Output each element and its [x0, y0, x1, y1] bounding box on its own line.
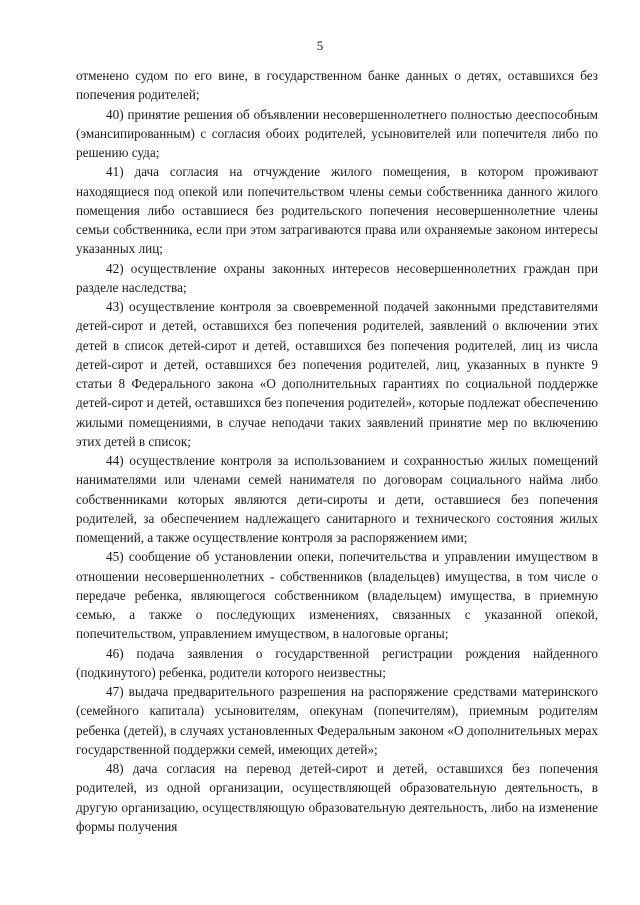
- page-number: 5: [316, 38, 324, 53]
- paragraph-item-42: 42) осуществление охраны законных интересов несовершеннолетних граждан при разделе наследства;: [76, 260, 598, 295]
- document-body: [76, 66, 598, 836]
- paragraph-item-47: 47) выдача предварительного разрешения на распоряжение средствами материнского (семейного капитала) усыновителям, опекунам (попечителям), приемным родителям ребенка (детей), в случаях установленных Федеральным законом «О дополнительных мерах государственной поддержки семей, имеющих детей»;: [76, 684, 598, 757]
- paragraph-item-41: 41) дача согласия на отчуждение жилого помещения, в котором проживают находящиеся под опекой или попечительством члены семьи собственника данного жилого помещения либо оставшиеся без родительского попечения несовершеннолетние члены семьи собственника, если при этом затрагиваются права или охраняемые законом интересы указанных лиц;: [76, 164, 598, 257]
- paragraph-continuation: отменено судом по его вине, в государственном банке данных о детях, оставшихся без попечения родителей;: [76, 68, 598, 103]
- paragraph-item-40: 40) принятие решения об объявлении несовершеннолетнего полностью дееспособным (эмансипированным) с согласия обоих родителей, усыновителей или попечителя либо по решению суда;: [76, 106, 598, 160]
- paragraph-item-48: 48) дача согласия на перевод детей-сирот и детей, оставшихся без попечения родителей, из одной организации, осуществляющей образовательную деятельность, в другую организацию, осуществляющую образовательную деятельность, либо на изменение формы получения: [76, 761, 598, 834]
- paragraph-item-44: 44) осуществление контроля за использованием и сохранностью жилых помещений нанимателями или членами семей нанимателя по договорам социального найма либо собственниками которых являются дети-сироты и дети, оставшиеся без попечения родителей, за обеспечением надлежащего санитарного и технического состояния жилых помещений, а также осуществление контроля за распоряжением ими;: [76, 453, 598, 545]
- paragraph-item-45: 45) сообщение об установлении опеки, попечительства и управлении имуществом в отношении несовершеннолетних - собственников (владельцев) имущества, в том числе о передаче ребенка, являющегося собственником (владельцем) имущества, в приемную семью, а также о последующих изменениях, связанных с указанной опекой, попечительством, управлением имуществом, в налоговые органы;: [76, 549, 598, 642]
- paragraph-item-46: 46) подача заявления о государственной регистрации рождения найденного (подкинутого) ребенка, родители которого неизвестны;: [76, 645, 598, 680]
- paragraph-item-43: 43) осуществление контроля за своевременной подачей законными представителями детей-сирот и детей, оставшихся без попечения родителей, заявлений о включении этих детей в список детей-сирот и детей, оставшихся без попечения родителей, лиц из числа детей-сирот и детей, оставшихся без попечения родителей, лиц, указанных в пункте 9 статьи 8 Федерального закона «О дополнительных гарантиях по социальной поддержке детей-сирот и детей, оставшихся без попечения родителей», которые подлежат обеспечению жилыми помещениями, в случае неподачи таких заявлений принятие мер по включению этих детей в список;: [76, 299, 598, 449]
